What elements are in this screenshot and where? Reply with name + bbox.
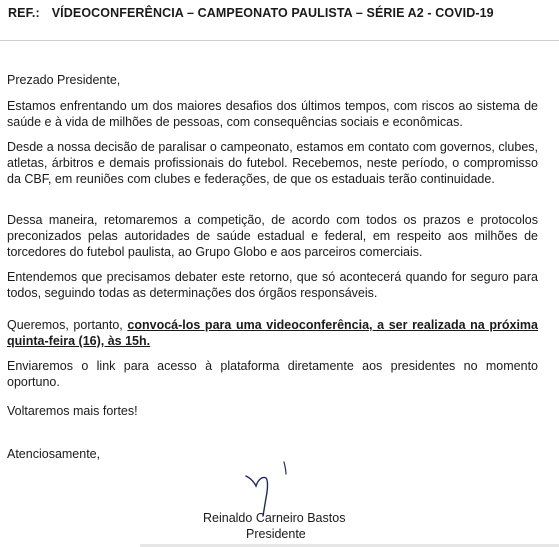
paragraph-debate: Entendemos que precisamos debater este retorno, que só acontecerá quando for seguro para todos, seguindo todas as determinações dos órgãos responsáveis. <box>7 270 538 300</box>
paragraph-stronger: Voltaremos mais fortes! <box>7 404 138 418</box>
invitation-emphasis: convocá-los para uma videoconferência, a ser realizada na próxima quinta-feira (16), às 15h. <box>7 318 538 348</box>
paragraph-contact: Desde a nossa decisão de paralisar o campeonato, estamos em contato com governos, clubes, atletas, árbitros e demais profissionais do futebol. Recebemos, neste período, o compromisso da CBF, em reuniões com clubes e federações, de que os estaduais terão continuidade. <box>7 140 538 186</box>
invitation-prefix: Queremos, portanto, <box>7 318 128 332</box>
reference-label: REF.: <box>8 6 40 20</box>
header-divider <box>0 40 559 41</box>
paragraph-challenges: Estamos enfrentando um dos maiores desafios dos últimos tempos, com riscos ao sistema de saúde e à vida de milhões de pessoas, com consequências sociais e econômicas. <box>7 99 538 129</box>
signer-title: Presidente <box>246 527 306 541</box>
paragraph-resume: Dessa maneira, retomaremos a competição, de acordo com todos os prazos e protocolos preconizados pelas autoridades de saúde estadual e federal, em respeito aos milhões de torcedores do futebol paulista, ao Grupo Globo e aos parceiros comerciais. <box>7 213 538 259</box>
closing: Atenciosamente, <box>7 447 101 461</box>
paragraph-invitation <box>7 317 538 349</box>
salutation: Prezado Presidente, <box>7 73 121 87</box>
reference-subject: VÍDEOCONFERÊNCIA – CAMPEONATO PAULISTA – SÉRIE A2 - COVID-19 <box>51 6 494 20</box>
handwritten-signature <box>240 458 300 518</box>
reference-line <box>8 6 553 20</box>
paragraph-link: Enviaremos o link para acesso à plataforma diretamente aos presidentes no momento oportuno. <box>7 359 538 389</box>
signer-name: Reinaldo Carneiro Bastos <box>203 511 346 525</box>
